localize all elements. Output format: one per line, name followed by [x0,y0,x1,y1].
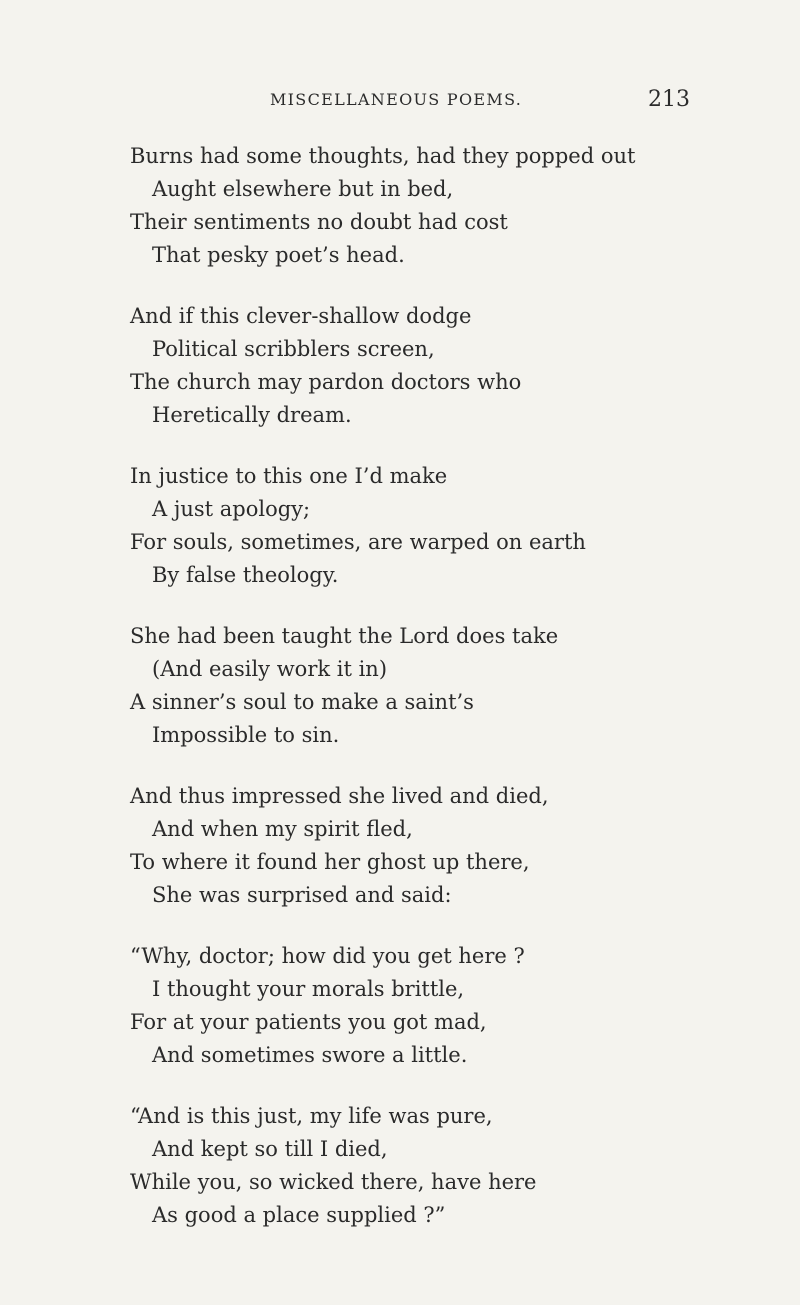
poem-line: Political scribblers screen, [152,337,435,361]
stanza-5 [130,780,750,912]
poem-line: And when my spirit fled, [152,817,413,841]
poem-line: She had been taught the Lord does take [130,624,559,648]
poem-line: “And is this just, my life was pure, [130,1104,493,1128]
poem-line: In justice to this one I’d make [130,464,448,488]
page-number: 213 [648,87,690,112]
poem-line: And thus impressed she lived and died, [130,784,549,808]
poem-line: By false theology. [152,563,339,587]
poem-line: And if this clever-shallow dodge [130,304,472,328]
poem-line: A sinner’s soul to make a saint’s [130,690,474,714]
poem-line: A just apology; [152,497,311,521]
poem-line: Aught elsewhere but in bed, [152,177,454,201]
poem-line: That pesky poet’s head. [152,243,405,267]
poem-line: For at your patients you got mad, [130,1010,487,1034]
poem-line: As good a place supplied ?” [152,1203,446,1227]
stanza-3 [130,460,750,592]
poem-line: And kept so till I died, [152,1137,388,1161]
poem-line: Heretically dream. [152,403,352,427]
poem-line: For souls, sometimes, are warped on earth [130,530,586,554]
stanza-2 [130,300,750,432]
poem-line: While you, so wicked there, have here [130,1170,537,1194]
stanza-7 [130,1100,750,1232]
poem-line: I thought your morals brittle, [152,977,465,1001]
poem-line: (And easily work it in) [152,657,388,681]
poem-line: The church may pardon doctors who [130,370,522,394]
running-title: MISCELLANEOUS POEMS. [270,90,523,109]
poem-line: She was surprised and said: [152,883,452,907]
stanza-1 [130,140,750,272]
poem-body [130,140,750,1260]
running-head [0,84,800,124]
poem-line: Their sentiments no doubt had cost [130,210,508,234]
poem-line: And sometimes swore a little. [152,1043,468,1067]
poem-line: “Why, doctor; how did you get here ? [130,944,525,968]
stanza-6 [130,940,750,1072]
poem-line: To where it found her ghost up there, [130,850,530,874]
stanza-4 [130,620,750,752]
poem-line: Burns had some thoughts, had they popped out [130,144,636,168]
poem-line: Impossible to sin. [152,723,340,747]
